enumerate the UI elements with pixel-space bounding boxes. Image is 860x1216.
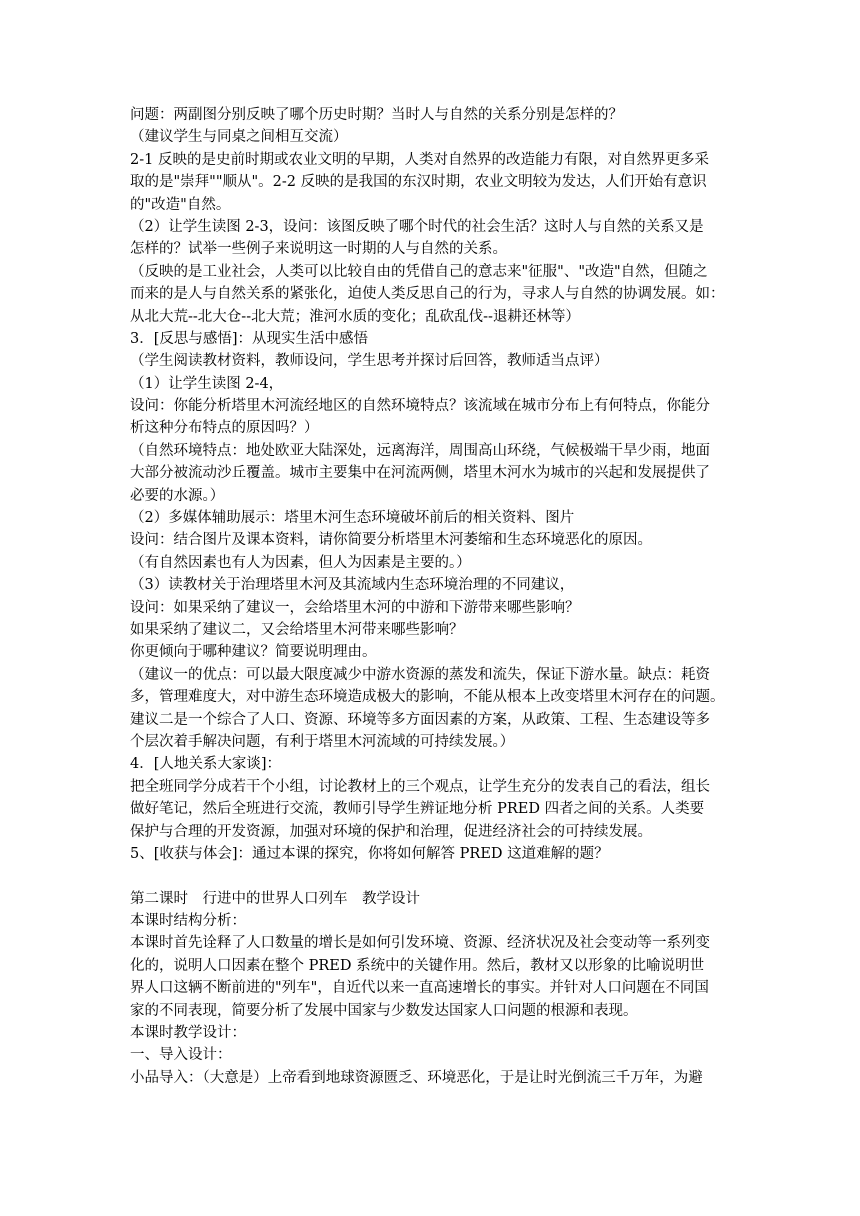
text-line: 多，管理难度大，对中游生态环境造成极大的影响，不能从根本上改变塔里木河存在的问题。 <box>130 689 725 706</box>
text-line: 设问：如果采纳了建议一，会给塔里木河的中游和下游带来哪些影响？ <box>130 599 580 616</box>
text-line: （3）读教材关于治理塔里木河及其流域内生态环境治理的不同建议， <box>130 577 575 594</box>
text-line: （自然环境特点：地处欧亚大陆深处，远离海洋，周围高山环绕，气候极端干旱少雨，地面 <box>130 442 710 459</box>
text-line: 的"改造"自然。 <box>130 196 231 213</box>
text-line: 设问：你能分析塔里木河流经地区的自然环境特点？该流域在城市分布上有何特点，你能分 <box>130 398 710 415</box>
text-line: 保护与合理的开发资源，加强对环境的保护和治理，促进经济社会的可持续发展。 <box>130 823 652 840</box>
text-line: 析这种分布特点的原因吗？） <box>130 420 319 437</box>
text-line: 2-1 反映的是史前时期或农业文明的早期，人类对自然界的改造能力有限，对自然界更多采 <box>130 151 709 168</box>
blank-line <box>130 865 735 887</box>
text-line: 从北大荒--北大仓--北大荒；淮河水质的变化；乱砍乱伐--退耕还林等） <box>130 308 580 325</box>
text-line: 如果采纳了建议二，又会给塔里木河带来哪些影响？ <box>130 621 464 638</box>
text-line: （反映的是工业社会，人类可以比较自由的凭借自己的意志来"征服"、"改造"自然，但随之 <box>130 263 708 280</box>
text-line: 一、导入设计： <box>130 1047 232 1064</box>
text-line: 做好笔记，然后全班进行交流，教师引导学生辨证地分析 PRED 四者之间的关系。人类要 <box>130 801 705 818</box>
document-page <box>130 104 735 1089</box>
text-line: 化的，说明人口因素在整个 PRED 系统中的关键作用。然后，教材又以形象的比喻说明世 <box>130 957 705 974</box>
text-line: 问题：两副图分别反映了哪个历史时期？当时人与自然的关系分别是怎样的？ <box>130 107 623 123</box>
text-line: （有自然因素也有人为因素，但人为因素是主要的。） <box>130 554 471 571</box>
text-line: 个层次着手解决问题，有利于塔里木河流域的可持续发展。） <box>130 733 515 750</box>
text-line: 大部分被流动沙丘覆盖。城市主要集中在河流两侧，塔里木河水为城市的兴起和发展提供了 <box>130 465 710 482</box>
text-line: 怎样的？试举一些例子来说明这一时期的人与自然的关系。 <box>130 241 507 258</box>
lesson-title: 第二课时 行进中的世界人口列车 教学设计 <box>130 890 420 907</box>
text-line: 家的不同表现，简要分析了发展中国家与少数发达国家人口问题的根源和表现。 <box>130 1002 638 1019</box>
text-line: 本课时结构分析： <box>130 913 246 930</box>
text-line: 而来的是人与自然关系的紧张化，迫使人类反思自己的行为，寻求人与自然的协调发展。如： <box>130 286 725 303</box>
section-heading: 5、[收获与体会]：通过本课的探究，你将如何解答 PRED 这道难解的题？ <box>130 845 609 862</box>
text-line: （建议学生与同桌之间相互交流） <box>130 129 348 146</box>
text-line: （1）让学生读图 2-4， <box>130 375 284 392</box>
text-line: 建议二是一个综合了人口、资源、环境等多方面因素的方案，从政策、工程、生态建设等多 <box>130 711 710 728</box>
text-line: （2）多媒体辅助展示：塔里木河生态环境破坏前后的相关资料、图片 <box>130 510 575 527</box>
text-line: 把全班同学分成若干个小组，讨论教材上的三个观点，让学生充分的发表自己的看法，组长 <box>130 778 710 795</box>
text-line: 取的是"崇拜""顺从"。2-2 反映的是我国的东汉时期，农业文明较为发达，人们开始有意识 <box>130 174 707 191</box>
section-heading: 4．[人地关系大家谈]： <box>130 756 282 773</box>
text-line: （学生阅读教材资料，教师设问，学生思考并探讨后回答，教师适当点评） <box>130 353 609 370</box>
text-line: 设问：结合图片及课本资料，请你简要分析塔里木河萎缩和生态环境恶化的原因。 <box>130 532 652 549</box>
text-line: 你更倾向于哪种建议？简要说明理由。 <box>130 644 377 661</box>
section-heading: 3．[反思与感悟]：从现实生活中感悟 <box>130 330 369 347</box>
text-line: （建议一的优点：可以最大限度减少中游水资源的蒸发和流失，保证下游水量。缺点：耗资 <box>130 666 710 683</box>
text-line: 界人口这辆不断前进的"列车"，自近代以来一直高速增长的事实。并针对人口问题在不同国 <box>130 980 709 997</box>
text-line: 必要的水源。） <box>130 487 225 504</box>
text-line: 本课时首先诠释了人口数量的增长是如何引发环境、资源、经济状况及社会变动等一系列变 <box>130 935 710 952</box>
text-line: 小品导入：（大意是）上帝看到地球资源匮乏、环境恶化，于是让时光倒流三千万年，为避 <box>130 1069 703 1086</box>
text-line: （2）让学生读图 2-3，设问：该图反映了哪个时代的社会生活？这时人与自然的关系又是 <box>130 218 704 235</box>
text-line: 本课时教学设计： <box>130 1025 246 1042</box>
